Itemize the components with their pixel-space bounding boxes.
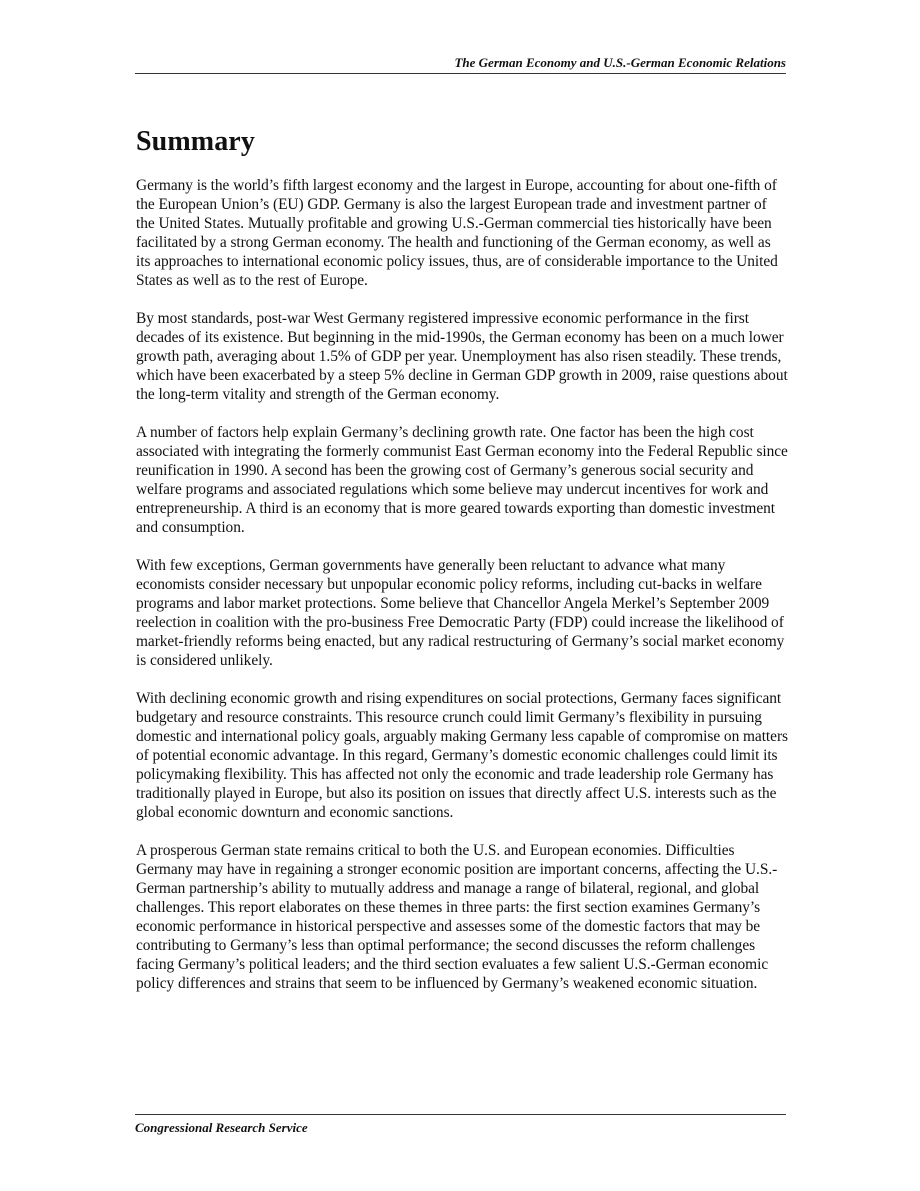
page-title: Summary <box>136 126 255 157</box>
paragraph-3: A number of factors help explain Germany’s declining growth rate. One factor has been the high cost associated with integrating the formerly communist East German economy into the Federal Republic since reunification in 1990. A second has been the growing cost of Germany’s generous social security and welfare programs and associated regulations which some believe may undercut incentives for work and entrepreneurship. A third is an economy that is more geared towards exporting than domestic investment and consumption. <box>136 424 788 536</box>
summary-body <box>136 176 788 1012</box>
running-header: The German Economy and U.S.-German Economic Relations <box>135 55 786 74</box>
paragraph-5: With declining economic growth and rising expenditures on social protections, Germany faces significant budgetary and resource constraints. This resource crunch could limit Germany’s flexibility in pursuing domestic and international policy goals, arguably making Germany less capable of compromise on matters of potential economic advantage. In this regard, Germany’s domestic economic challenges could limit its policymaking flexibility. This has affected not only the economic and trade leadership role Germany has traditionally played in Europe, but also its position on issues that directly affect U.S. interests such as the global economic downturn and economic sanctions. <box>136 690 788 821</box>
running-footer: Congressional Research Service <box>135 1114 786 1136</box>
paragraph-2: By most standards, post-war West Germany registered impressive economic performance in the first decades of its existence. But beginning in the mid-1990s, the German economy has been on a much lower growth path, averaging about 1.5% of GDP per year. Unemployment has also risen steadily. These trends, which have been exacerbated by a steep 5% decline in German GDP growth in 2009, raise questions about the long-term vitality and strength of the German economy. <box>136 310 788 403</box>
paragraph-1: Germany is the world’s fifth largest economy and the largest in Europe, accounting for about one-fifth of the European Union’s (EU) GDP. Germany is also the largest European trade and investment partner of the United States. Mutually profitable and growing U.S.-German commercial ties historically have been facilitated by a strong German economy. The health and functioning of the German economy, as well as its approaches to international economic policy issues, thus, are of considerable importance to the United States as well as to the rest of Europe. <box>136 177 778 289</box>
paragraph-6: A prosperous German state remains critical to both the U.S. and European economies. Difficulties Germany may have in regaining a stronger economic position are important concerns, affecting the U.S.-German partnership’s ability to mutually address and manage a range of bilateral, regional, and global challenges. This report elaborates on these themes in three parts: the first section examines Germany’s economic performance in historical perspective and assesses some of the domestic factors that may be contributing to Germany’s less than optimal performance; the second discusses the reform challenges facing Germany’s political leaders; and the third section evaluates a few salient U.S.-German economic policy differences and strains that seem to be influenced by Germany’s weakened economic situation. <box>136 842 778 992</box>
paragraph-4: With few exceptions, German governments have generally been reluctant to advance what many economists consider necessary but unpopular economic policy reforms, including cut-backs in welfare programs and labor market protections. Some believe that Chancellor Angela Merkel’s September 2009 reelection in coalition with the pro-business Free Democratic Party (FDP) could increase the likelihood of market-friendly reforms being enacted, but any radical restructuring of Germany’s social market economy is considered unlikely. <box>136 557 785 669</box>
